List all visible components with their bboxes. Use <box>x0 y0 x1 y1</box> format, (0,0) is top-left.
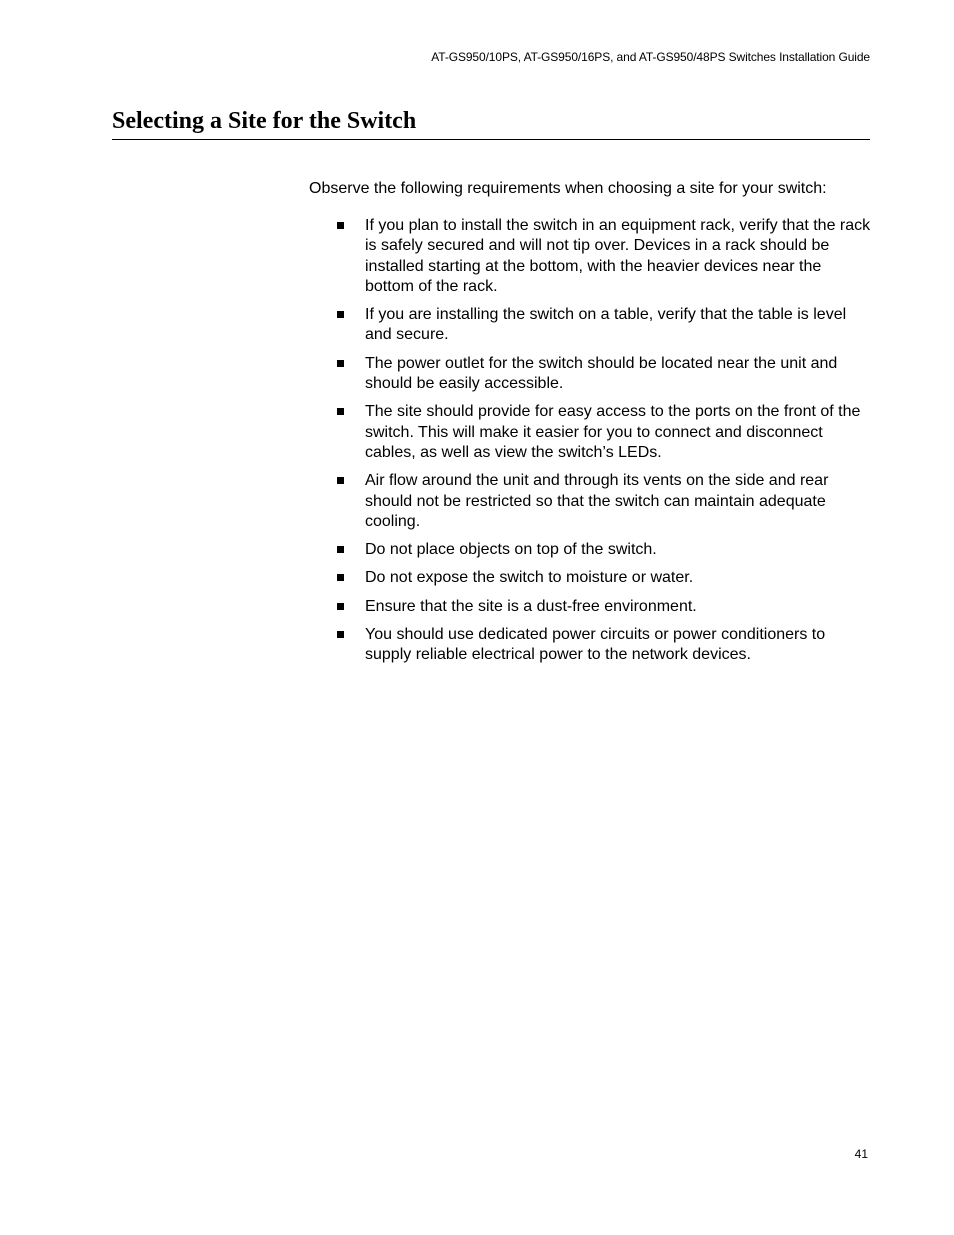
square-bullet-icon <box>337 222 344 229</box>
list-item-text: If you are installing the switch on a table, verify that the table is level and secure. <box>365 306 847 344</box>
list-item <box>337 305 872 346</box>
running-header: AT-GS950/10PS, AT-GS950/16PS, and AT-GS950/48PS Switches Installation Guide <box>431 50 870 64</box>
list-item <box>337 471 872 532</box>
list-item <box>337 568 872 588</box>
list-item-text: If you plan to install the switch in an equipment rack, verify that the rack is safely secured and will not tip over. Devices in a rack should be installed starting at the bottom, with the heavier devices near the bottom of the rack. <box>365 217 871 295</box>
list-item-text: Ensure that the site is a dust-free environment. <box>365 597 697 615</box>
requirements-list <box>337 216 872 674</box>
page-number: 41 <box>854 1147 868 1161</box>
list-item-text: The site should provide for easy access to the ports on the front of the switch. This will make it easier for you to connect and disconnect cables, as well as view the switch’s LEDs. <box>365 403 861 461</box>
list-item <box>337 625 872 666</box>
list-item-text: Do not expose the switch to moisture or water. <box>365 569 694 587</box>
list-item-text: Air flow around the unit and through its vents on the side and rear should not be restricted so that the switch can maintain adequate cooling. <box>365 472 829 530</box>
list-item-text: The power outlet for the switch should be located near the unit and should be easily accessible. <box>365 354 838 393</box>
section-title: Selecting a Site for the Switch <box>112 108 417 134</box>
square-bullet-icon <box>337 360 344 367</box>
list-item <box>337 216 872 297</box>
list-item <box>337 402 872 463</box>
square-bullet-icon <box>337 574 344 581</box>
square-bullet-icon <box>337 311 344 318</box>
list-item <box>337 540 872 560</box>
list-item-text: You should use dedicated power circuits or power conditioners to supply reliable electrical power to the network devices. <box>365 626 826 664</box>
list-item <box>337 597 872 617</box>
square-bullet-icon <box>337 546 344 553</box>
title-rule <box>112 139 870 140</box>
intro-paragraph: Observe the following requirements when choosing a site for your switch: <box>309 180 827 197</box>
square-bullet-icon <box>337 477 344 484</box>
square-bullet-icon <box>337 631 344 638</box>
square-bullet-icon <box>337 603 344 610</box>
list-item-text: Do not place objects on top of the switch. <box>365 541 657 559</box>
list-item <box>337 354 872 395</box>
square-bullet-icon <box>337 408 344 415</box>
